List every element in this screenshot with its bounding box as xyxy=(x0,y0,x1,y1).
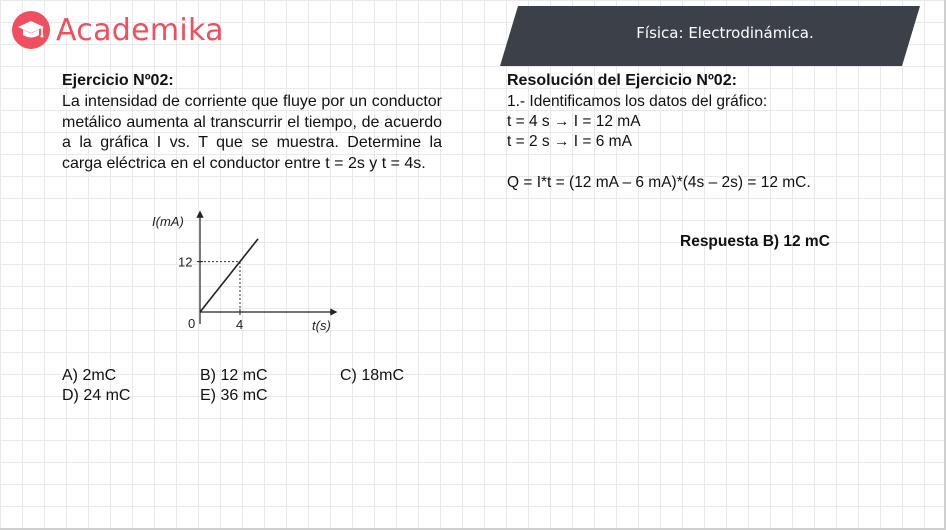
resolution-step: 1.- Identificamos los datos del gráfico: xyxy=(507,93,768,110)
banner-title: Física: Electrodinámica. xyxy=(636,24,814,42)
option-c: C) 18mC xyxy=(340,367,405,384)
origin-label: 0 xyxy=(188,316,196,331)
brand-name: Academika xyxy=(56,12,224,48)
final-answer: Respuesta B) 12 mC xyxy=(680,233,830,250)
current-line xyxy=(200,239,258,312)
options-row xyxy=(62,366,440,386)
y-tick-label: 12 xyxy=(178,254,193,270)
option-e: E) 36 mC xyxy=(200,387,268,404)
resolution-step: t = 4 s → I = 12 mA xyxy=(507,113,641,130)
resolution-step: t = 2 s → I = 6 mA xyxy=(507,133,632,150)
exercise-statement: La intensidad de corriente que fluye por un conductor metálico aumenta al transcurrir el tiempo, de acuerdo a la gráfica I vs. T que se muestra. Determine la carga eléctrica en el conductor entre t = 2s y t = 4s. xyxy=(62,93,442,172)
x-axis-label: t(s) xyxy=(312,318,331,333)
option-a: A) 2mC xyxy=(62,367,117,384)
x-tick-label: 4 xyxy=(236,317,244,332)
graduation-cap-icon xyxy=(12,11,50,49)
resolution-steps xyxy=(507,92,767,152)
option-b: B) 12 mC xyxy=(200,367,268,384)
option-d: D) 24 mC xyxy=(62,387,131,404)
charge-formula: Q = I*t = (12 mA – 6 mA)*(4s – 2s) = 12 mC. xyxy=(507,174,811,191)
y-axis-label: I(mA) xyxy=(152,214,184,229)
current-vs-time-graph xyxy=(150,206,360,346)
answer-options xyxy=(62,366,440,406)
options-row xyxy=(62,386,440,406)
brand-logo xyxy=(12,10,224,50)
resolution-title: Resolución del Ejercicio Nº02: xyxy=(507,72,737,89)
exercise-title: Ejercicio Nº02: xyxy=(62,72,174,89)
